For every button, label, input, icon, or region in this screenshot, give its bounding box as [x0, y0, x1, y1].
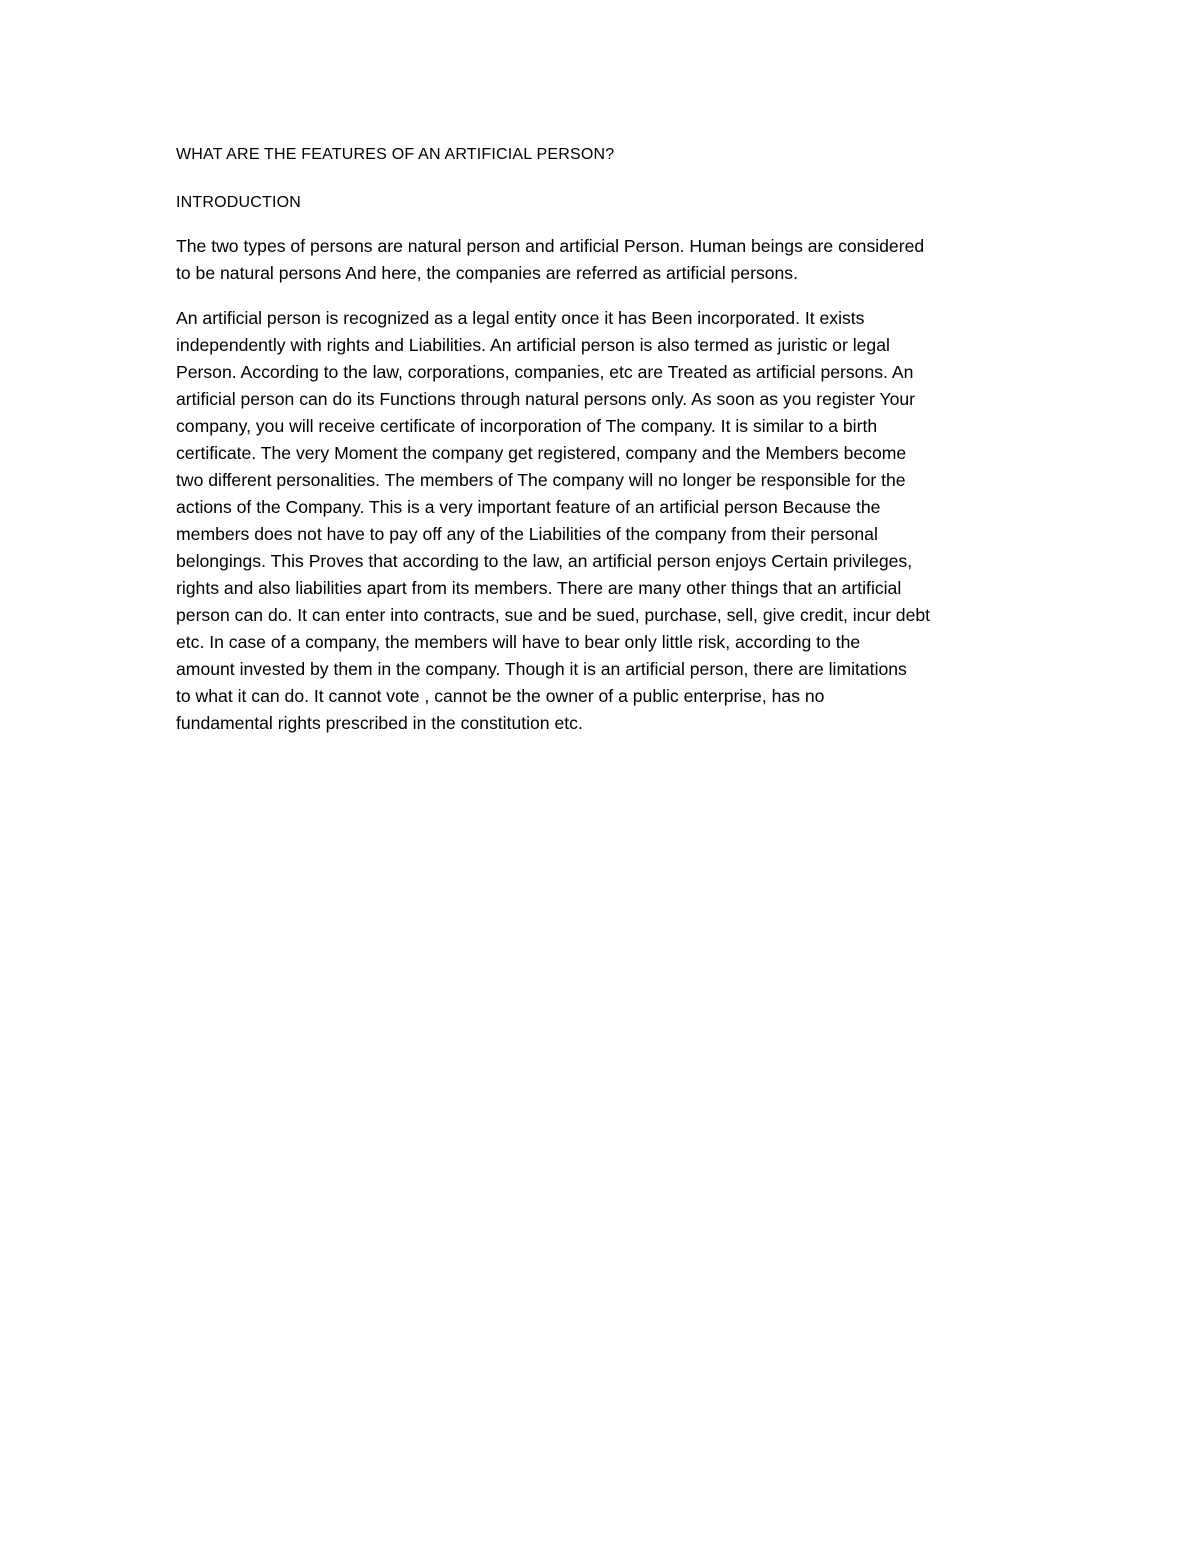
- paragraph-line: fundamental rights prescribed in the constitution etc.: [176, 713, 583, 733]
- paragraph-line: belongings. This Proves that according to the law, an artificial person enjoys Certain privileges,: [176, 551, 913, 571]
- paragraph-line: person can do. It can enter into contracts, sue and be sued, purchase, sell, give credit, incur debt: [176, 605, 931, 625]
- paragraph-line: The two types of persons are natural person and artificial Person. Human beings are considered: [176, 236, 925, 256]
- paragraph-line: two different personalities. The members of The company will no longer be responsible for the: [176, 470, 906, 490]
- paragraph-line: company, you will receive certificate of incorporation of The company. It is similar to a birth: [176, 416, 878, 436]
- paragraph-2: [176, 305, 1036, 737]
- paragraph-line: artificial person can do its Functions through natural persons only. As soon as you register Your: [176, 389, 916, 409]
- document-body: [176, 143, 1036, 737]
- document-title: WHAT ARE THE FEATURES OF AN ARTIFICIAL PERSON?: [176, 146, 615, 163]
- paragraph-line: amount invested by them in the company. Though it is an artificial person, there are limitations: [176, 659, 907, 679]
- paragraph-line: members does not have to pay off any of the Liabilities of the company from their personal: [176, 524, 878, 544]
- paragraph-line: rights and also liabilities apart from its members. There are many other things that an artificial: [176, 578, 902, 598]
- paragraph-line: certificate. The very Moment the company get registered, company and the Members become: [176, 443, 907, 463]
- paragraph-line: to what it can do. It cannot vote , cannot be the owner of a public enterprise, has no: [176, 686, 825, 706]
- paragraph-line: An artificial person is recognized as a legal entity once it has Been incorporated. It exists: [176, 308, 865, 328]
- paragraph-1: [176, 233, 1036, 287]
- paragraph-line: etc. In case of a company, the members will have to bear only little risk, according to the: [176, 632, 861, 652]
- paragraph-line: independently with rights and Liabilities. An artificial person is also termed as juristic or legal: [176, 335, 890, 355]
- section-heading-introduction: INTRODUCTION: [176, 194, 302, 211]
- paragraph-line: actions of the Company. This is a very important feature of an artificial person Because the: [176, 497, 881, 517]
- paragraph-line: to be natural persons And here, the companies are referred as artificial persons.: [176, 263, 798, 283]
- paragraph-line: Person. According to the law, corporations, companies, etc are Treated as artificial persons. An: [176, 362, 914, 382]
